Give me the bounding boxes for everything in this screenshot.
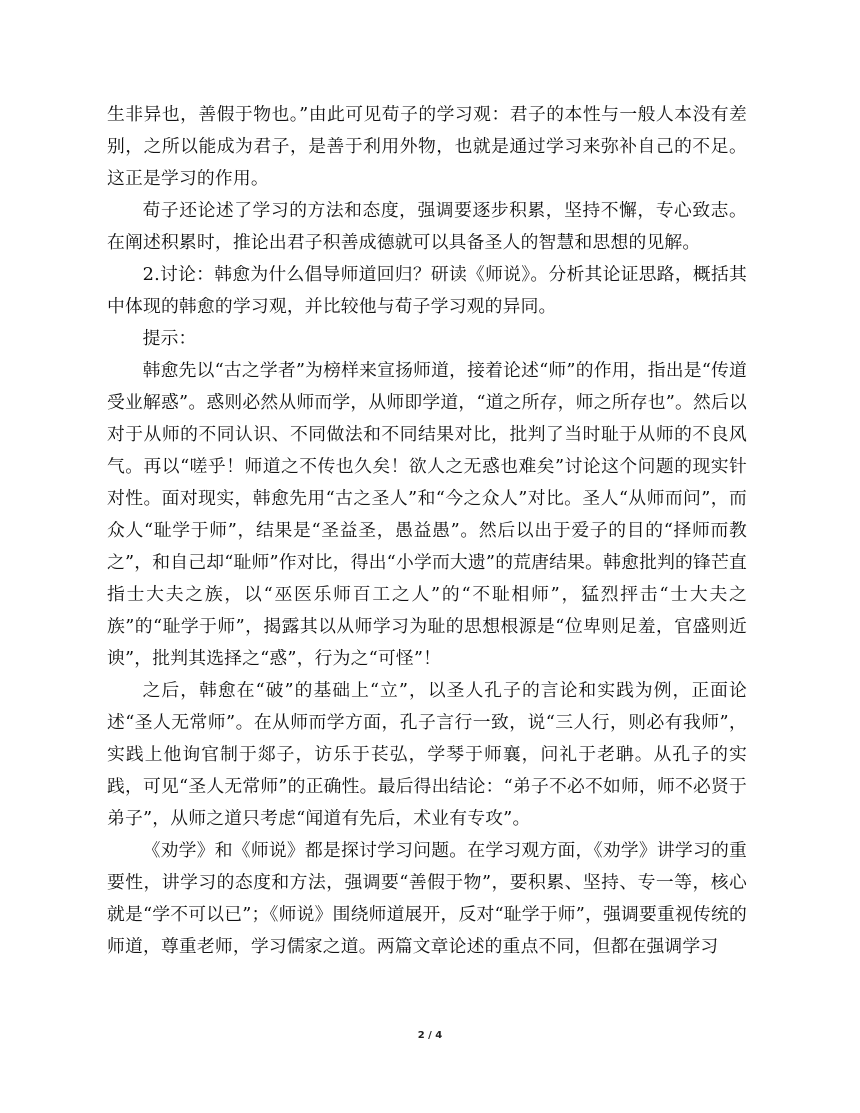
page-number: 2 / 4 [417, 1030, 443, 1041]
paragraph-1: 生非异也，善假于物也。”由此可见荀子的学习观：君子的本性与一般人本没有差别，之所以能成为君子，是善于利用外物，也就是通过学习来弥补自己的不足。这正是学习的作用。 [107, 104, 747, 189]
paragraph-5: 韩愈先以“古之学者”为榜样来宣扬师道，接着论述“师”的作用，指出是“传道受业解惑”。惑则必然从师而学，从师即学道，“道之所存，师之所存也”。然后以对于从师的不同认识、不同做法和不同结果对比，批判了当时耻于从师的不良风气。再以“嗟乎！师道之不传也久矣！欲人之无惑也难矣”讨论这个问题的现实针对性。面对现实，韩愈先用“古之圣人”和“今之众人”对比。圣人“从师而问”，而众人“耻学于师”，结果是“圣益圣，愚益愚”。然后以出于爱子的目的“择师而教之”，和自己却“耻师”作对比，得出“小学而大遗”的荒唐结果。韩愈批判的锋芒直指士大夫之族，以“巫医乐师百工之人”的“不耻相师”，猛烈抨击“士大夫之族”的“耻学于师”，揭露其以从师学习为耻的思想根源是“位卑则足羞，官盛则近谀”，批判其选择之“惑”，行为之“可怪”！ [107, 360, 747, 669]
paragraph-3: 2.讨论：韩愈为什么倡导师道回归？研读《师说》。分析其论证思路，概括其中体现的韩愈的学习观，并比较他与荀子学习观的异同。 [107, 264, 747, 317]
paragraph-4: 提示： [142, 328, 197, 349]
paragraph-7: 《劝学》和《师说》都是探讨学习问题。在学习观方面，《劝学》讲学习的重要性，讲学习的态度和方法，强调要“善假于物”，要积累、坚持、专一等，核心就是“学不可以已”；《师说》围绕师道展开，反对“耻学于师”，强调要重视传统的师道，尊重老师，学习儒家之道。两篇文章论述的重点不同，但都在强调学习 [107, 840, 747, 957]
paragraph-6: 之后，韩愈在“破”的基础上“立”，以圣人孔子的言论和实践为例，正面论述“圣人无常师”。在从师而学方面，孔子言行一致，说“三人行，则必有我师”，实践上他询官制于郯子，访乐于苌弘，学琴于师襄，问礼于老聃。从孔子的实践，可见“圣人无常师”的正确性。最后得出结论：“弟子不必不如师，师不必贤于弟子”，从师之道只考虑“闻道有先后，术业有专攻”。 [107, 680, 747, 829]
paragraph-2: 荀子还论述了学习的方法和态度，强调要逐步积累，坚持不懈，专心致志。在阐述积累时，推论出君子积善成德就可以具备圣人的智慧和思想的见解。 [107, 200, 747, 253]
document-body [107, 99, 747, 963]
